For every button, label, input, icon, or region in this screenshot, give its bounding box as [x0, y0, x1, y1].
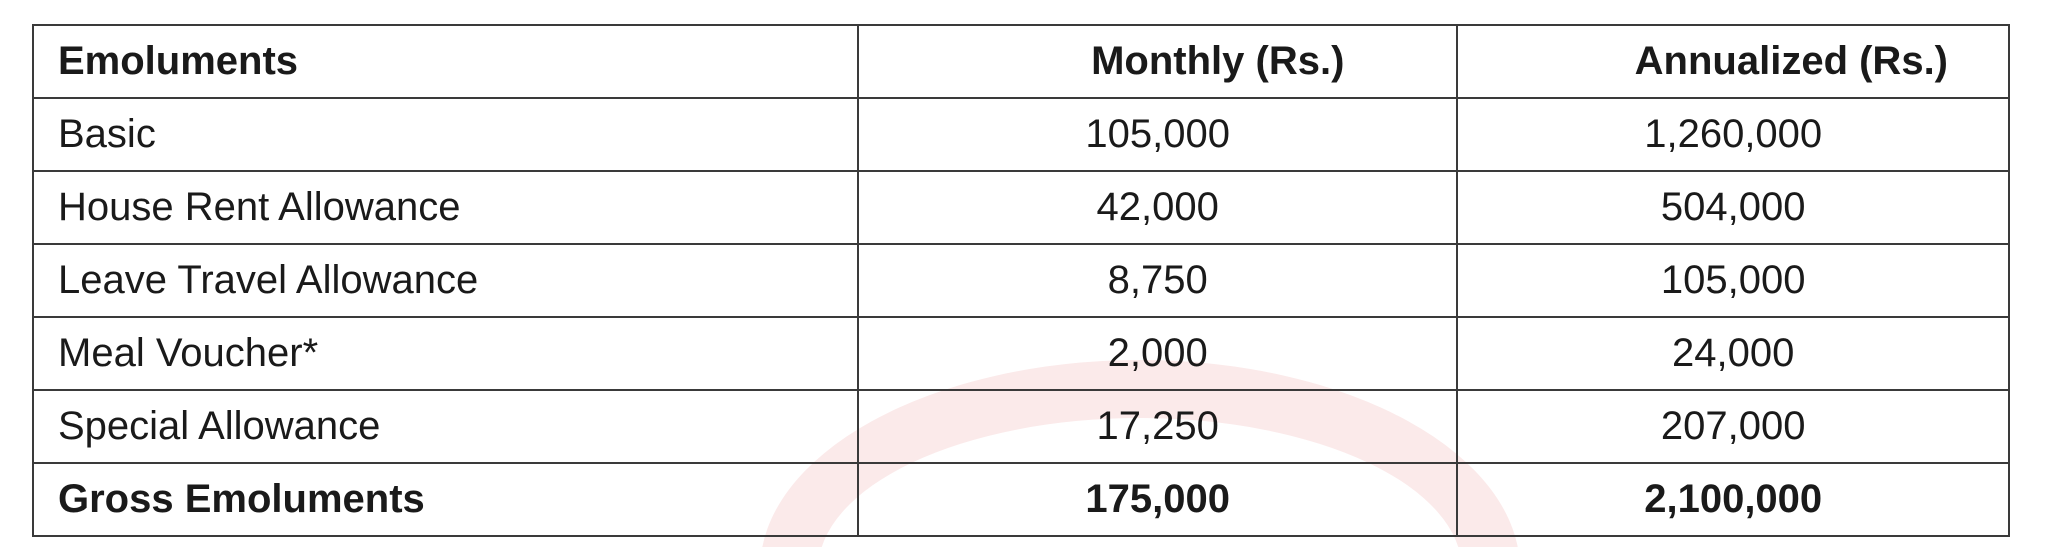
header-monthly: Monthly (Rs.) — [858, 25, 1457, 98]
header-emoluments: Emoluments — [33, 25, 858, 98]
row-monthly-value: 2,000 — [858, 317, 1457, 390]
total-monthly-value: 175,000 — [858, 463, 1457, 536]
row-annualized-value: 1,260,000 — [1457, 98, 2009, 171]
row-annualized-value: 207,000 — [1457, 390, 2009, 463]
table-row — [33, 98, 2009, 171]
row-label: Special Allowance — [33, 390, 858, 463]
row-annualized-value: 504,000 — [1457, 171, 2009, 244]
row-monthly-value: 8,750 — [858, 244, 1457, 317]
emoluments-table — [32, 24, 2010, 537]
header-annualized: Annualized (Rs.) — [1457, 25, 2009, 98]
table-header-row — [33, 25, 2009, 98]
table-row — [33, 244, 2009, 317]
row-annualized-value: 24,000 — [1457, 317, 2009, 390]
table-row — [33, 317, 2009, 390]
table-row — [33, 171, 2009, 244]
row-label: Meal Voucher* — [33, 317, 858, 390]
total-label: Gross Emoluments — [33, 463, 858, 536]
table-row — [33, 390, 2009, 463]
row-label: Basic — [33, 98, 858, 171]
total-annualized-value: 2,100,000 — [1457, 463, 2009, 536]
row-label: House Rent Allowance — [33, 171, 858, 244]
row-monthly-value: 17,250 — [858, 390, 1457, 463]
row-label: Leave Travel Allowance — [33, 244, 858, 317]
row-annualized-value: 105,000 — [1457, 244, 2009, 317]
table-total-row — [33, 463, 2009, 536]
row-monthly-value: 42,000 — [858, 171, 1457, 244]
row-monthly-value: 105,000 — [858, 98, 1457, 171]
